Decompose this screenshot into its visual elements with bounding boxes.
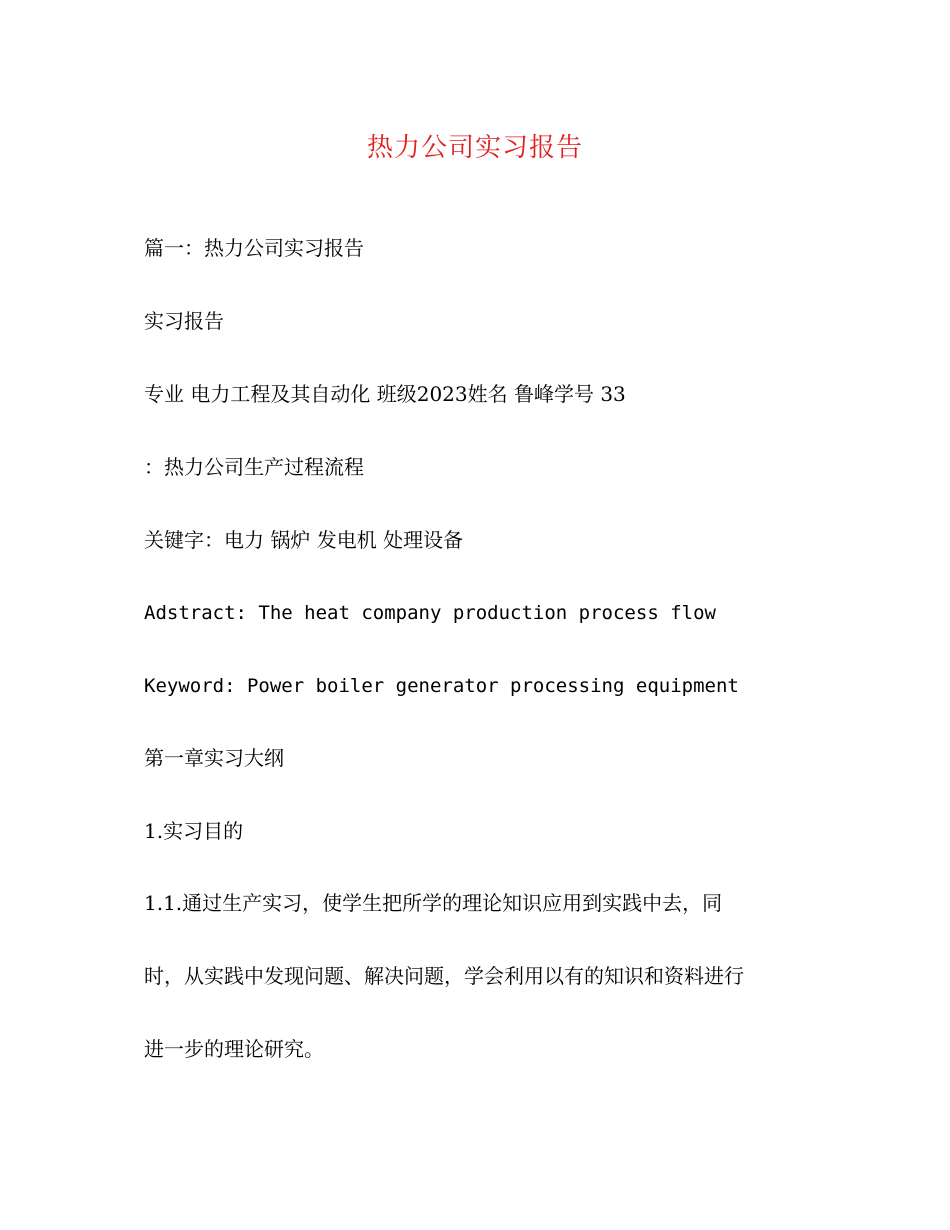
paragraph-line-3: 进一步的理论研究。 — [144, 1037, 324, 1061]
abstract-line: ：热力公司生产过程流程 — [144, 455, 364, 479]
subsection-heading: 1.实习目的 — [144, 819, 244, 843]
chapter-heading: 第一章实习大纲 — [144, 746, 284, 770]
abstract-english-line: Adstract: The heat company production process flow — [144, 602, 716, 624]
keywords-line: 关键字：电力 锅炉 发电机 处理设备 — [144, 528, 464, 552]
student-info-line: 专业 电力工程及其自动化 班级2023姓名 鲁峰学号 33 — [144, 382, 626, 406]
report-heading: 实习报告 — [144, 309, 224, 333]
paragraph-line-1: 1.1.通过生产实习，使学生把所学的理论知识应用到实践中去，同 — [144, 891, 723, 915]
paragraph-line-2: 时，从实践中发现问题、解决问题，学会利用以有的知识和资料进行 — [144, 964, 744, 988]
keywords-english-line: Keyword: Power boiler generator processing equipment — [144, 675, 739, 697]
section-heading: 篇一：热力公司实习报告 — [144, 236, 364, 260]
document-title: 热力公司实习报告 — [366, 133, 583, 163]
